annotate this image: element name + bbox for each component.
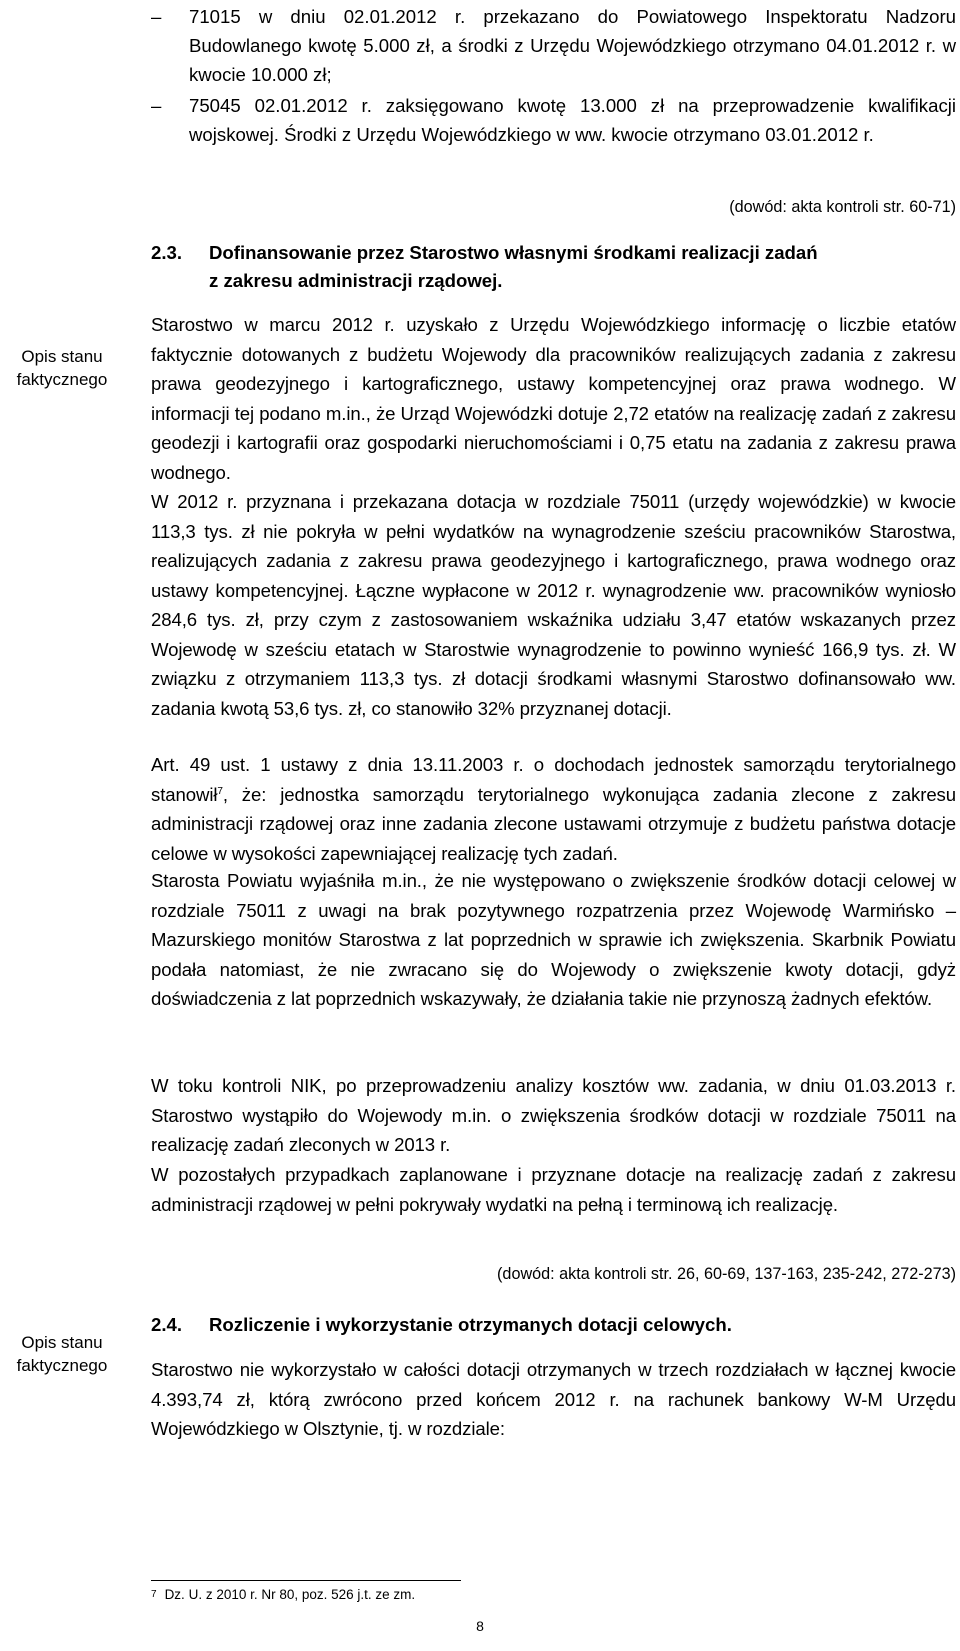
section-title: Rozliczenie i wykorzystanie otrzymanych dotacji celowych. [209, 1314, 732, 1335]
footnote-number: 7 [151, 1589, 157, 1600]
paragraph-with-footnote-ref [151, 750, 956, 868]
evidence-source: (dowód: akta kontroli str. 60-71) [729, 198, 956, 216]
paragraph: W pozostałych przypadkach zaplanowane i przyznane dotacje na realizację zadań z zakresu administracji rządowej w pełni pokrywały wydatki na pełną i terminową ich realizację. [151, 1164, 956, 1215]
paragraph: W 2012 r. przyznana i przekazana dotacja w rozdziale 75011 (urzędy wojewódzkie) w kwocie 113,3 tys. zł nie pokryła w pełni wydatków na wynagrodzenie sześciu pracowników Starostwa, realizujących zadania z zakresu prawa geodezyjnego i kartograficznego, prawa wodnego oraz ustawy kompetencyjnej. Łączne wypłacone w 2012 r. wynagrodzenie ww. pracowników wyniosło 284,6 tys. zł, przy czym z zastosowaniem wskaźnika udziału 3,47 etatów wskazanych przez Wojewodę w sześciu etatach w Starostwie wynagrodzenie to powinno wynieść 166,9 tys. zł. W związku z otrzymaniem 113,3 tys. zł dotacji środkami własnymi Starostwo dofinansowało ww. zadania kwotą 53,6 tys. zł, co stanowiło 32% przyznanej dotacji. [151, 491, 956, 719]
footnote-separator [151, 1580, 461, 1581]
section-title-line2: z zakresu administracji rządowej. [209, 270, 503, 291]
paragraph-text-end: , że: jednostka samorządu terytorialnego wykonująca zadania zlecone z zakresu administracji rządowej oraz inne zadania zlecone ustawami otrzymuje z budżetu państwa dotacje celowe w wysokości zapewniającej realizację tych zadań. [151, 783, 956, 864]
side-label-line1: Opis stanu [21, 347, 103, 366]
side-label-line1: Opis stanu [21, 1333, 103, 1352]
section-number: 2.3. [151, 242, 183, 263]
list-dash: – [151, 95, 162, 116]
side-label-line2: faktycznego [16, 1356, 108, 1375]
side-label-state-description [6, 345, 118, 391]
side-label-line2: faktycznego [16, 370, 108, 389]
section-heading-2-4 [151, 1311, 956, 1339]
footnote [151, 1586, 415, 1604]
section-title-line1: Dofinansowanie przez Starostwo własnymi środkami realizacji zadań [209, 242, 818, 263]
section-number: 2.4. [151, 1314, 183, 1335]
paragraph: Starostwo nie wykorzystało w całości dotacji otrzymanych w trzech rozdziałach w łącznej kwocie 4.393,74 zł, którą zwrócono przed końcem 2012 r. na rachunek bankowy W-M Urzędu Wojewódzkiego w Olsztynie, tj. w rozdziale: [151, 1359, 956, 1439]
footnote-text: Dz. U. z 2010 r. Nr 80, poz. 526 j.t. ze zm. [164, 1587, 416, 1602]
section-heading-2-3 [151, 239, 956, 295]
footnote-reference: 7 [217, 785, 223, 797]
side-label-state-description [6, 1331, 118, 1377]
list-item-text: 71015 w dniu 02.01.2012 r. przekazano do Powiatowego Inspektoratu Nadzoru Budowlanego kwotę 5.000 zł, a środki z Urzędu Wojewódzkiego otrzymano 04.01.2012 r. w kwocie 10.000 zł; [189, 6, 956, 85]
paragraph: Starosta Powiatu wyjaśniła m.in., że nie występowano o zwiększenie środków dotacji celowej w rozdziale 75011 z uwagi na brak pozytywnego rozpatrzenia przez Wojewodę Warmińsko – Mazurskiego monitów Starostwa z lat poprzednich w sprawie ich zwiększenia. Skarbnik Powiatu podała natomiast, że nie zwracano się do Wojewody o zwiększenie kwoty dotacji, gdyż doświadczenia z lat poprzednich wskazywały, że działania takie nie przynoszą żadnych efektów. [151, 870, 956, 1009]
paragraph: Starostwo w marcu 2012 r. uzyskało z Urzędu Wojewódzkiego informację o liczbie etatów faktycznie dotowanych z budżetu Wojewody dla pracowników realizujących zadania z zakresu prawa geodezyjnego i kartograficznego, ustawy kompetencyjnej oraz prawa wodnego. W informacji tej podano m.in., że Urząd Wojewódzki dotuje 2,72 etatów na realizację zadań z zakresu geodezji i kartografii oraz gospodarki nieruchomościami i 0,75 etatu na zadania z zakresu prawa wodnego. [151, 314, 956, 483]
paragraph: W toku kontroli NIK, po przeprowadzeniu analizy kosztów ww. zadania, w dniu 01.03.2013 r. Starostwo wystąpiło do Wojewody m.in. o zwiększenia środków dotacji w rozdziale 75011 na realizację zadań zleconych w 2013 r. [151, 1075, 956, 1155]
list-dash: – [151, 6, 162, 27]
paragraph-text-start: Art. 49 ust. 1 ustawy z dnia 13.11.2003 r. o dochodach jednostek samorządu terytorialnego stanowił [151, 754, 956, 805]
evidence-source: (dowód: akta kontroli str. 26, 60-69, 137-163, 235-242, 272-273) [497, 1265, 956, 1283]
list-item [151, 91, 956, 149]
list-item-text: 75045 02.01.2012 r. zaksięgowano kwotę 13.000 zł na przeprowadzenie kwalifikacji wojskowej. Środki z Urzędu Wojewódzkiego w ww. kwocie otrzymano 03.01.2012 r. [189, 95, 956, 145]
list-item [151, 2, 956, 89]
page-number: 8 [476, 1618, 484, 1634]
